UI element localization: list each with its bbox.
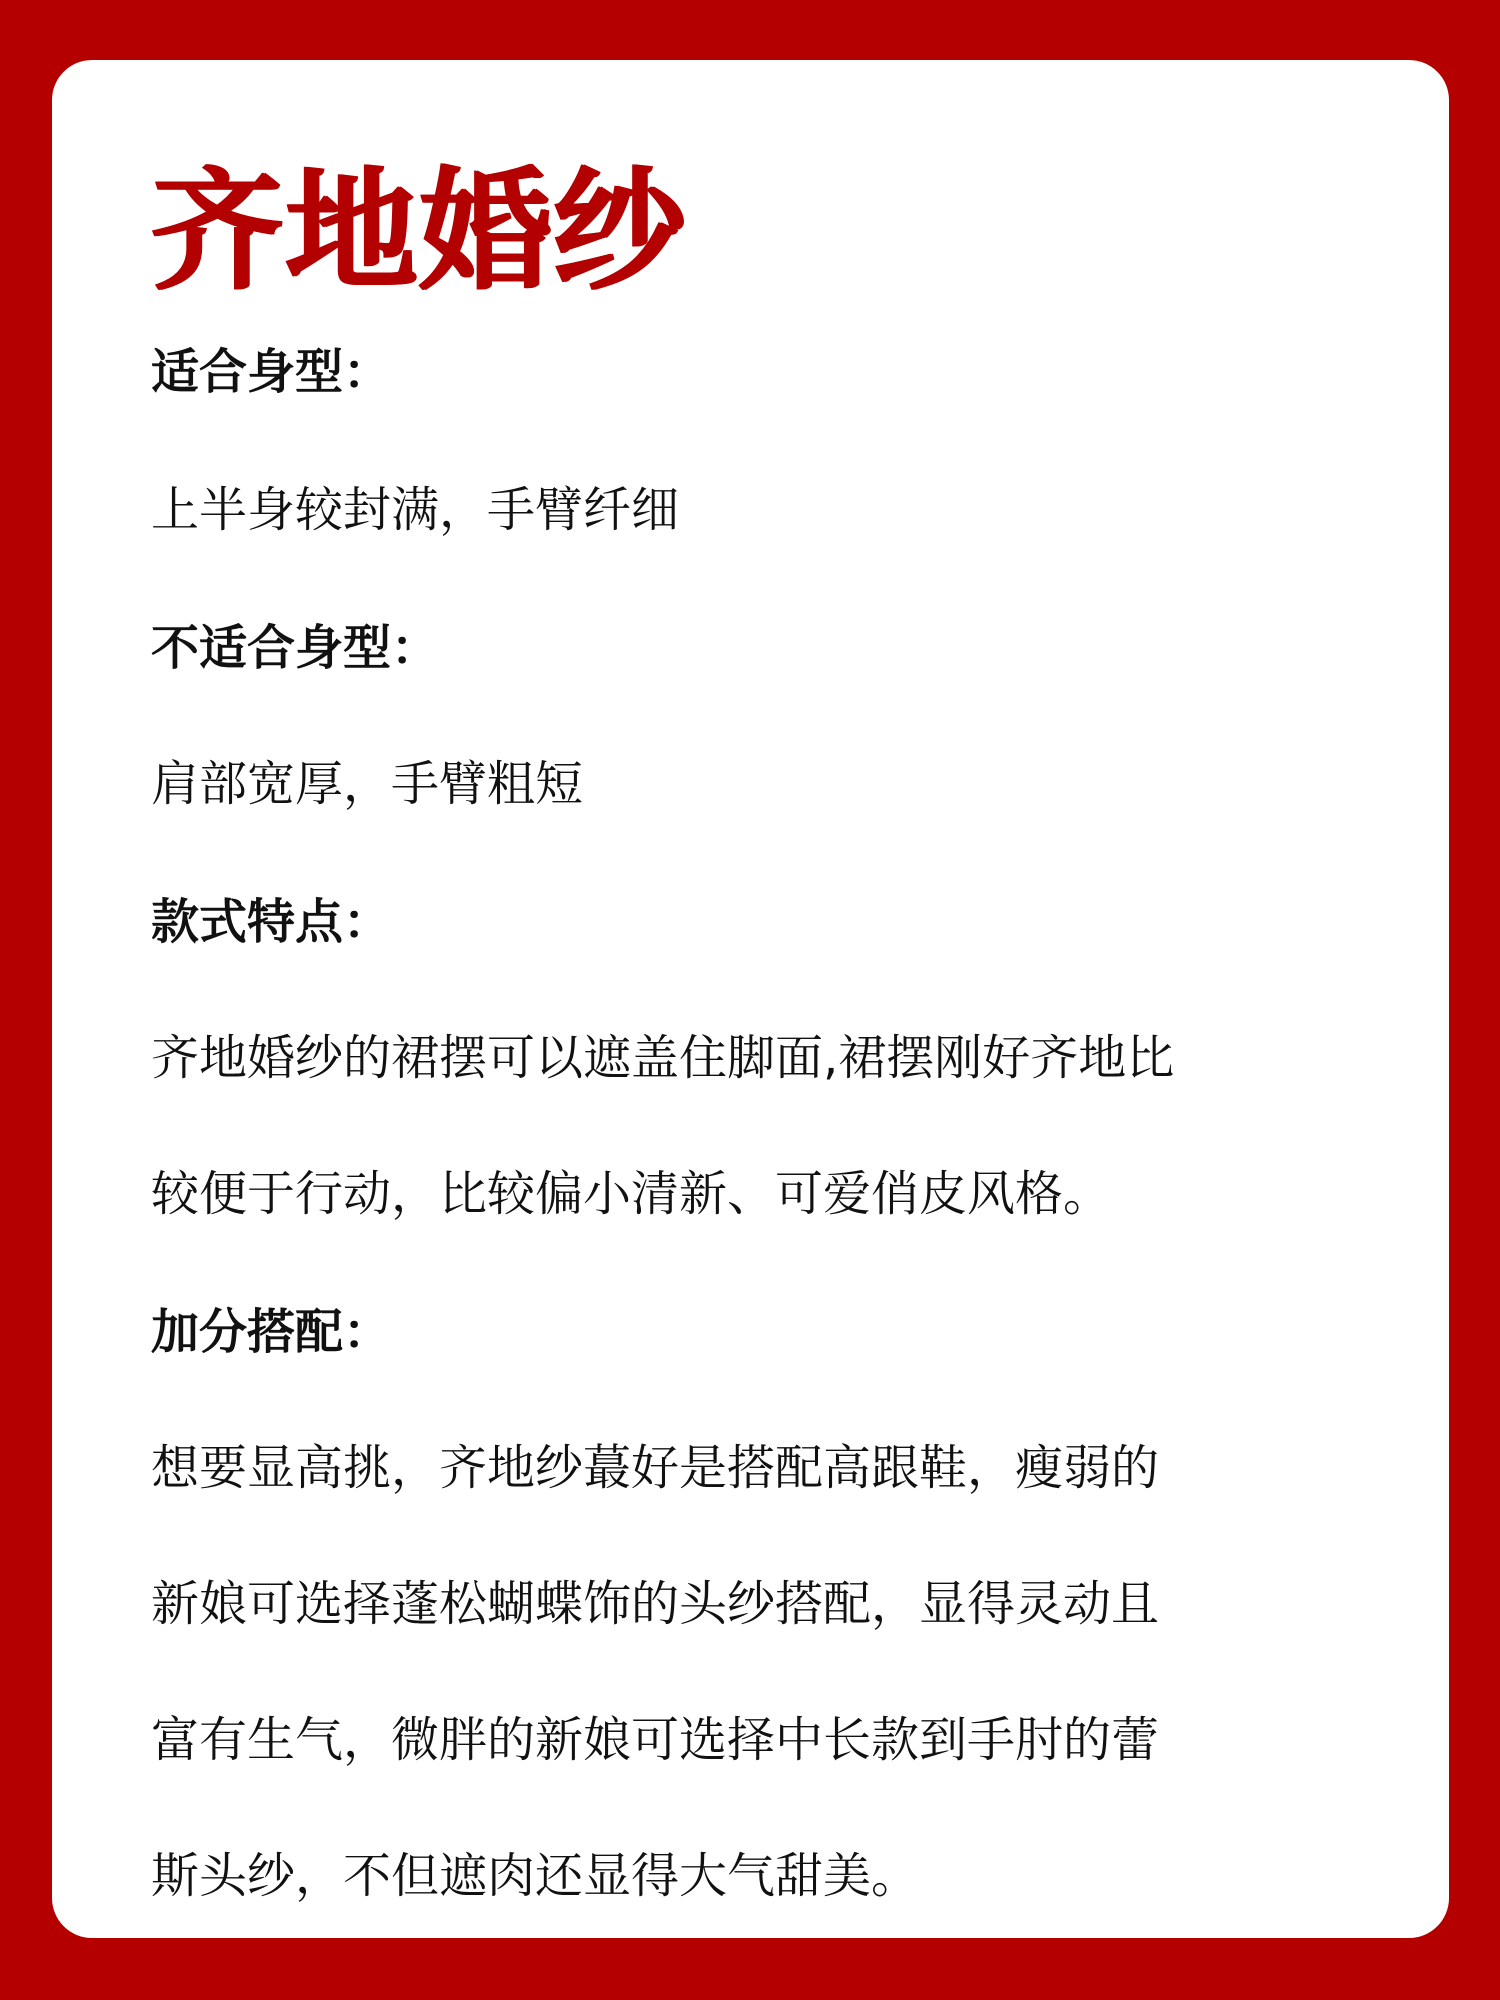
- section-text-suitable-body: 上半身较封满，手臂纤细: [151, 482, 680, 538]
- section-text-bonus-pairing-line-3: 富有生气，微胖的新娘可选择中长款到手肘的蕾: [151, 1712, 1160, 1768]
- section-text-bonus-pairing-line-2: 新娘可选择蓬松蝴蝶饰的头纱搭配，显得灵动且: [151, 1576, 1160, 1632]
- section-heading-suitable-body: 适合身型：: [151, 344, 392, 400]
- section-heading-style-features: 款式特点：: [151, 894, 392, 950]
- section-text-style-features-line-2: 较便于行动，比较偏小清新、可爱俏皮风格。: [151, 1166, 1112, 1222]
- content-card: [52, 60, 1449, 1938]
- section-heading-unsuitable-body: 不适合身型：: [151, 620, 440, 676]
- section-text-bonus-pairing-line-4: 斯头纱，不但遮肉还显得大气甜美。: [151, 1848, 920, 1904]
- section-heading-bonus-pairing: 加分搭配：: [151, 1304, 392, 1360]
- section-text-style-features-line-1: 齐地婚纱的裙摆可以遮盖住脚面,裙摆刚好齐地比: [151, 1030, 1175, 1086]
- section-text-bonus-pairing-line-1: 想要显高挑，齐地纱蕞好是搭配高跟鞋，瘦弱的: [151, 1440, 1160, 1496]
- page-title: 齐地婚纱: [151, 155, 687, 309]
- section-text-unsuitable-body: 肩部宽厚，手臂粗短: [151, 756, 584, 812]
